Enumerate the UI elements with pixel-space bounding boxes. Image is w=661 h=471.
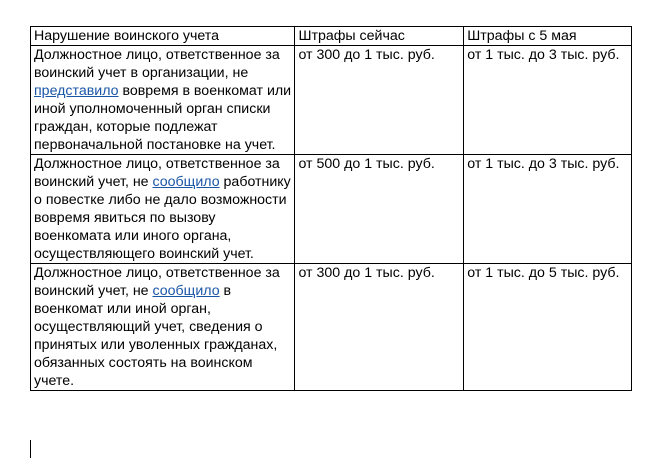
fines-table — [30, 26, 632, 391]
fine-now-cell: от 300 до 1 тыс. руб. — [295, 46, 464, 155]
table-header-row — [31, 27, 632, 46]
violation-text-start: Должностное лицо, ответственное за воинский учет, не — [34, 156, 280, 190]
violation-cell — [31, 46, 295, 155]
table-row — [31, 46, 632, 155]
header-violation: Нарушение воинского учета — [31, 27, 295, 46]
violation-link-soobshchilo[interactable]: сообщило — [152, 174, 220, 190]
violation-text-end: работнику о повестке либо не дало возможности вовремя явиться по вызову военкомата или иного органа, осуществляющего воинский учет. — [34, 174, 291, 262]
header-fines-may: Штрафы с 5 мая — [464, 27, 632, 46]
violation-link-predstavilo[interactable]: представило — [34, 83, 119, 99]
fine-now-cell: от 500 до 1 тыс. руб. — [295, 155, 464, 264]
fine-may-cell: от 1 тыс. до 5 тыс. руб. — [464, 264, 632, 391]
violation-cell — [31, 264, 295, 391]
violation-link-soobshchilo[interactable]: сообщило — [152, 283, 220, 299]
table-row — [31, 155, 632, 264]
fine-may-cell: от 1 тыс. до 3 тыс. руб. — [464, 46, 632, 155]
fine-may-cell: от 1 тыс. до 3 тыс. руб. — [464, 155, 632, 264]
fine-now-cell: от 300 до 1 тыс. руб. — [295, 264, 464, 391]
violation-cell — [31, 155, 295, 264]
violation-text-end: вовремя в военкомат или иной уполномоченный орган списки граждан, которые подлежат первоначальной постановке на учет. — [34, 83, 292, 153]
header-fines-now: Штрафы сейчас — [295, 27, 464, 46]
text-cursor — [30, 440, 31, 458]
violation-text-end: в военкомат или иной орган, осуществляющий учет, сведения о принятых или уволенных гражданах, обязанных состоять на воинском учете. — [34, 283, 278, 389]
table-row — [31, 264, 632, 391]
violation-text-start: Должностное лицо, ответственное за воинский учет, не — [34, 265, 280, 299]
violation-text-start: Должностное лицо, ответственное за воинский учет в организации, не — [34, 47, 280, 81]
